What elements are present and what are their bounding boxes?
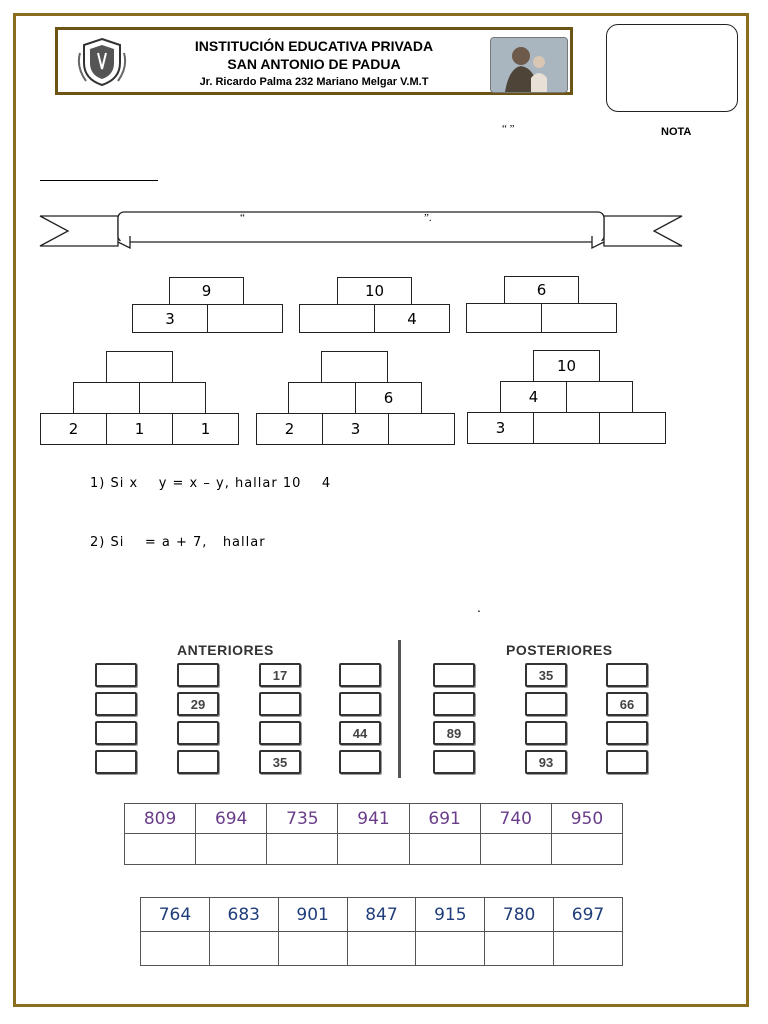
table2-number-cell: 847 — [347, 898, 416, 932]
posteriores-box[interactable] — [433, 663, 475, 687]
pyramid4-bottom-3[interactable]: 1 — [172, 413, 239, 445]
table1-answer-cell[interactable] — [267, 834, 338, 865]
table1-answer-cell[interactable] — [125, 834, 196, 865]
table2-answer-cell[interactable] — [416, 932, 485, 966]
pyramid5-bottom-2[interactable]: 3 — [322, 413, 389, 445]
posteriores-box[interactable] — [606, 721, 648, 745]
school-name-line1: INSTITUCIÓN EDUCATIVA PRIVADA — [194, 38, 434, 54]
table1-number-cell: 950 — [551, 804, 622, 834]
table2-answer-cell[interactable] — [347, 932, 416, 966]
pyramid1-bottom-right[interactable] — [207, 304, 283, 333]
pyramid6-bottom-1[interactable]: 3 — [467, 412, 534, 444]
anteriores-box[interactable] — [95, 692, 137, 716]
pyramid5-middle-right[interactable]: 6 — [355, 382, 422, 414]
pyramid6-bottom-2[interactable] — [533, 412, 600, 444]
anteriores-title: ANTERIORES — [177, 642, 274, 658]
table1-answer-cell[interactable] — [480, 834, 551, 865]
posteriores-box[interactable]: 35 — [525, 663, 567, 687]
number-table-1 — [124, 803, 623, 865]
name-underline — [40, 180, 158, 181]
anteriores-box[interactable] — [259, 692, 301, 716]
table2-answer-cell[interactable] — [485, 932, 554, 966]
posteriores-box[interactable]: 93 — [525, 750, 567, 774]
pyramid3-top[interactable]: 6 — [504, 276, 579, 304]
saint-portrait-icon — [490, 37, 568, 93]
posteriores-box[interactable]: 66 — [606, 692, 648, 716]
table2-number-cell: 901 — [278, 898, 347, 932]
table2-answer-cell[interactable] — [209, 932, 278, 966]
banner-open-quote: “ — [240, 212, 245, 224]
posteriores-box[interactable] — [606, 663, 648, 687]
pyramid4-top[interactable] — [106, 351, 173, 383]
pyramid5-middle-left[interactable] — [288, 382, 356, 414]
pyramid5-bottom-3[interactable] — [388, 413, 455, 445]
posteriores-box[interactable] — [433, 692, 475, 716]
table2-answer-cell[interactable] — [141, 932, 210, 966]
pyramid1-top[interactable]: 9 — [169, 277, 244, 305]
anteriores-box[interactable] — [339, 692, 381, 716]
number-table-2 — [140, 897, 623, 966]
pyramid4-middle-right[interactable] — [139, 382, 206, 414]
title-banner — [38, 206, 684, 254]
pyramid6-bottom-3[interactable] — [599, 412, 666, 444]
pyramid3-bottom-right[interactable] — [541, 303, 617, 333]
anteriores-box[interactable]: 29 — [177, 692, 219, 716]
school-name-line2: SAN ANTONIO DE PADUA — [227, 56, 401, 72]
table1-answer-cell[interactable] — [338, 834, 409, 865]
table2-number-cell: 915 — [416, 898, 485, 932]
table1-number-cell: 691 — [409, 804, 480, 834]
table2-answer-cell[interactable] — [554, 932, 623, 966]
anteriores-box[interactable] — [339, 750, 381, 774]
section-divider — [398, 640, 401, 778]
table1-answer-cell[interactable] — [409, 834, 480, 865]
table1-answer-cell[interactable] — [551, 834, 622, 865]
table1-number-cell: 740 — [480, 804, 551, 834]
nota-label: NOTA — [661, 126, 692, 138]
pyramid5-bottom-1[interactable]: 2 — [256, 413, 323, 445]
school-address: Jr. Ricardo Palma 232 Mariano Melgar V.M.T — [199, 76, 429, 88]
table2-number-cell: 780 — [485, 898, 554, 932]
pyramid4-middle-left[interactable] — [73, 382, 140, 414]
pyramid6-top[interactable]: 10 — [533, 350, 600, 382]
anteriores-box[interactable]: 17 — [259, 663, 301, 687]
table1-number-cell: 809 — [125, 804, 196, 834]
pyramid2-bottom-right[interactable]: 4 — [374, 304, 450, 333]
table2-number-cell: 697 — [554, 898, 623, 932]
banner-close-quote: ”. — [424, 212, 432, 224]
pyramid1-bottom-left[interactable]: 3 — [132, 304, 208, 333]
trailing-dot: . — [477, 601, 481, 615]
table2-number-cell: 764 — [141, 898, 210, 932]
table1-answer-cell[interactable] — [196, 834, 267, 865]
anteriores-box[interactable] — [339, 663, 381, 687]
question-1: 1) Si x y = x – y, hallar 10 4 — [90, 476, 332, 491]
anteriores-box[interactable] — [259, 721, 301, 745]
anteriores-box[interactable] — [177, 663, 219, 687]
table1-number-cell: 694 — [196, 804, 267, 834]
question-2: 2) Si = a + 7, hallar — [90, 535, 266, 550]
table2-number-cell: 683 — [209, 898, 278, 932]
posteriores-title: POSTERIORES — [506, 642, 613, 658]
grade-box — [606, 24, 738, 112]
pyramid4-bottom-1[interactable]: 2 — [40, 413, 107, 445]
pyramid4-bottom-2[interactable]: 1 — [106, 413, 173, 445]
pyramid3-bottom-left[interactable] — [466, 303, 542, 333]
posteriores-box[interactable] — [525, 721, 567, 745]
anteriores-box[interactable] — [95, 721, 137, 745]
pyramid6-middle-left[interactable]: 4 — [500, 381, 567, 413]
title-quote-marks: “ ” — [502, 123, 515, 135]
table1-number-cell: 941 — [338, 804, 409, 834]
pyramid2-top[interactable]: 10 — [337, 277, 412, 305]
posteriores-box[interactable] — [525, 692, 567, 716]
anteriores-box[interactable] — [95, 663, 137, 687]
anteriores-box[interactable] — [177, 721, 219, 745]
school-header — [55, 27, 573, 95]
anteriores-box[interactable] — [177, 750, 219, 774]
pyramid5-top[interactable] — [321, 351, 388, 383]
anteriores-box[interactable]: 44 — [339, 721, 381, 745]
posteriores-box[interactable] — [433, 750, 475, 774]
pyramid6-middle-right[interactable] — [566, 381, 633, 413]
anteriores-box[interactable] — [95, 750, 137, 774]
anteriores-box[interactable]: 35 — [259, 750, 301, 774]
posteriores-box[interactable] — [606, 750, 648, 774]
pyramid2-bottom-left[interactable] — [299, 304, 375, 333]
table2-answer-cell[interactable] — [278, 932, 347, 966]
posteriores-box[interactable]: 89 — [433, 721, 475, 745]
table1-number-cell: 735 — [267, 804, 338, 834]
